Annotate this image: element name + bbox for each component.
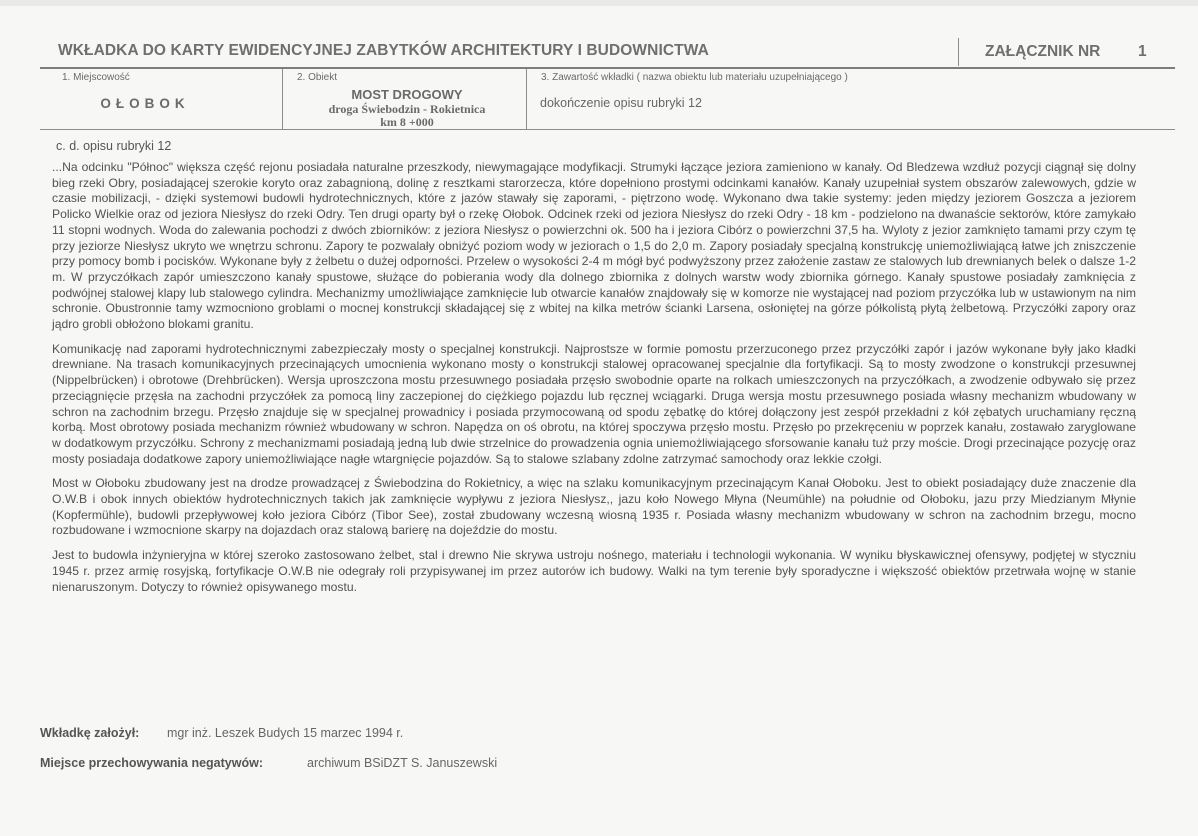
header-rule	[40, 67, 1175, 69]
fields-rule	[40, 129, 1175, 130]
header-divider	[958, 38, 959, 66]
locality-value: OŁOBOK	[100, 96, 190, 111]
field-divider-2	[526, 69, 527, 129]
content-label: 3. Zawartość wkładki ( nazwa obiektu lub materiału uzupełniającego )	[541, 72, 848, 83]
object-km: km 8 +000	[380, 115, 434, 129]
author-value: mgr inż. Leszek Budych 15 marzec 1994 r.	[167, 726, 404, 740]
locality-label: 1. Miejscowość	[62, 72, 130, 83]
card-title: WKŁADKA DO KARTY EWIDENCYJNEJ ZABYTKÓW ARCHITEKTURY I BUDOWNICTWA	[58, 42, 709, 59]
paragraph: Most w Ołoboku zbudowany jest na drodze prowadzącej z Świebodzina do Rokietnicy, a więc na szlaku komunikacyjnym przecinającym Kanał Ołoboku. Jest to obiekt posiadający duże znaczenie dla O.W.B i obok innych obiektów hydrotechnicznych takich jak zamknięcie wypływu z jeziora Niesłysz,, jazu koło Nowego Młyna (Neumühle) na południe od Ołoboku, jazu przy Miedzianym Młynie (Kopfermühle), budowli przepływowej koło jeziora Cibórz (Tibor See), został zbudowany wczesną wiosną 1935 r. Posiada własny mechanizm wbudowany w schron na zachodnim brzegu, mocno rozbudowane i wzmocnione skarpy na dojazdach oraz stalową barierę na dojeździe do mostu.	[52, 476, 1136, 538]
paragraph: Komunikację nad zaporami hydrotechnicznymi zabezpieczały mosty o specjalnej konstrukcji. Najprostsze w formie pomostu przerzuconego przez przyczółki zapór i jazów wykonane były jako kładki drewniane. Na trasach komunikacyjnych przecinających umocnienia wykonano mosty o konstrukcji stalowej opracowanej specjalnie dla fortyfikacji. Są to mosty zwodzone o konstrukcji przesuwnej (Nippelbrücken) i obrotowe (Drehbrücken). Wersja uproszczona mostu przesuwnego posiadała przęsło swobodnie oparte na rolkach umieszczonych na przyczółkach, a zwodzenie odbywało się przez przeciągnięcie przęsła na zachodni przyczółek za pomocą liny zaczepionej do ciężkiego pojazdu lub ręcznej wciągarki. Druga wersja mostu przesuwnego posiada własny mechanizm wbudowany w schron na zachodnim brzegu. Przęsło znajduje się w specjalnej prowadnicy i posiada przymocowaną od spodu zębatkę do której dołączony jest zespół przekładni z kół zębatych uruchamiany ręczną korbą. Most obrotowy posiada mechanizm również wbudowany w schron. Napędza on oś obrotu, na której spoczywa przęsło mostu. Przęsło po przekręceniu w poprzek kanału, zostawało zaryglowane w dodatkowym przyczółku. Schrony z mechanizmami posiadają jedną lub dwie strzelnice do prowadzenia ognia uniemożliwiającego sforsowanie kanału tuż przy moście. Drogi przecinające pozycję oraz mosty posiadaja dodatkowe zapory uniemożliwiające nagłe wtargnięcie pojazdów. Są to stalowe szlabany zdolne zatrzymać samochody oraz lekkie czołgi.	[52, 341, 1136, 466]
annex-number: 1	[1138, 43, 1147, 60]
annex-label: ZAŁĄCZNIK NR	[985, 43, 1101, 60]
paragraph: ...Na odcinku "Północ" większa część rejonu posiadała naturalne przeszkody, niewymagające modyfikacji. Strumyki łączące jeziora zamieniono w kanały. Od Bledzewa wzdłuż pozycji ciągnął się dolny bieg rzeki Obry, posiadającej szerokie koryto oraz zabagnioną, dolinę z resztkami starorzecza, które dopełniono prostymi odcinkami kanałów. Kanały uzupełniał system obszarów zalewowych, gdzie w czasie mobilizacji, - dzięki systemowi budowli hydrotechnicznych, które z jazów stawały się zaporami, - piętrzono wodę. Wykonano dwa takie systemy: jeden między jeziorem Goszcza a jeziorem Policko Wielkie oraz od jeziora Niesłysz do rzeki Odry. Ten drugi oparty był o rzekę Ołobok. Odcinek rzeki od jeziora Niesłysz do rzeki Odry - 18 km - podzielono na dwanaście sektorów, które zamykało 11 stopni wodnych. Woda do zalewania pochodzi z dwóch zbiorników: z jeziora Niesłysz o powierzchni ok. 500 ha i jeziora Cibórz o powierzchni 37,5 ha. Wyloty z jezior zamknięto tamami przy czym tę przy jeziorze Niesłysz ukryto we wnętrzu schronu. Zapory te pozwalały obniżyć poziom wody w jeziorach o 1,5 do 2,0 m. Zapory posiadały specjalną konstrukcję uniemożliwiającą łatwe jch zniszczenie przy pomocy bomb i pocisków. Wykonane były z żelbetu o dużej odporności. Przelew o wysokości 2-4 m mógł być podwyższony przez założenie zastaw ze stalowych lub drewnianych belek o dalsze 1-2 m. W przyczółkach zapór umieszczono kanały spustowe, służące do pobierania wody dla dolnego zbiornika z dolnych warstw wody zbiornika górnego. Kanały spustowe posiadały zamknięcia z podwójnej stalowej klapy lub stalowego cylindra. Mechanizmy umożliwiające zamknięcie lub otwarcie kanałów znajdowały się w komorze nie wystającej nad poziom przyczółka lub w ustawionym na nim schronie. Obustronnie tamy wzmocniono groblami o mocnej konstrukcji składającej się z wbitej na kilka metrów ścianki Larsena, osłoniętej na górze półkolistą płytą żelbetową. Przyczółki zapory oraz jądro grobli obłożono blokami granitu.	[52, 160, 1136, 332]
object-label: 2. Obiekt	[297, 72, 338, 83]
description-body	[52, 160, 1136, 604]
author-label: Wkładkę założył:	[40, 726, 140, 740]
storage-label: Miejsce przechowywania negatywów:	[40, 756, 263, 770]
object-road: droga Świebodzin - Rokietnica	[328, 102, 486, 116]
card-top-edge	[0, 0, 1198, 6]
body-heading: c. d. opisu rubryki 12	[56, 139, 172, 153]
field-divider-1	[282, 69, 283, 129]
paragraph: Jest to budowla inżynieryjna w której szeroko zastosowano żelbet, stal i drewno Nie skrywa ustroju nośnego, materiału i technologii wykonania. W wyniku błyskawicznej ofensywy, podjętej w styczniu 1945 r. przez armię rosyjską, fortyfikacje O.W.B nie odegrały roli przypisywanej im przez autorów ich budowy. Walki na tym terenie były sporadyczne i większość obiektów przetrwała wojnę w stanie nienaruszonym. Dotyczy to również opisywanego mostu.	[52, 548, 1136, 594]
object-name: MOST DROGOWY	[351, 87, 463, 102]
content-value: dokończenie opisu rubryki 12	[540, 96, 702, 110]
storage-value: archiwum BSiDZT S. Januszewski	[307, 756, 498, 770]
